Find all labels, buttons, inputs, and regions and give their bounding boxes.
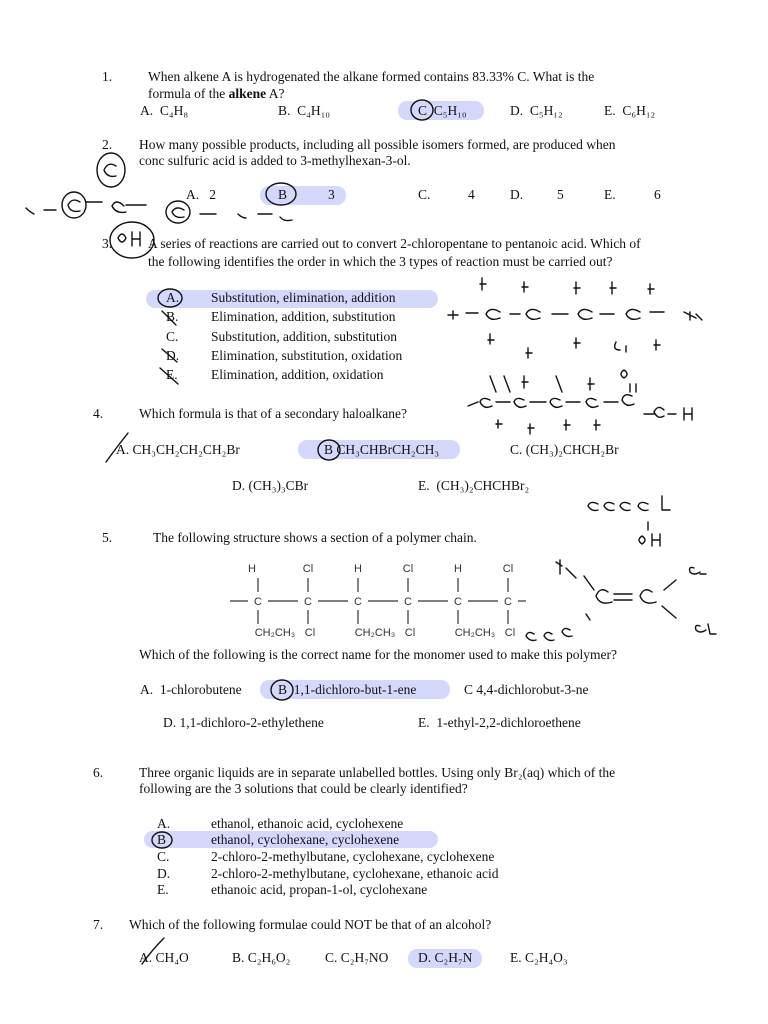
poly-c-1: C xyxy=(254,596,262,608)
option-e[interactable]: E. 1-ethyl-2,2-dichloroethene xyxy=(418,715,581,730)
option-b[interactable]: B. C₄H₁₀ xyxy=(278,103,331,118)
option-a[interactable]: A. 2 xyxy=(186,187,216,202)
option-e[interactable]: E. C₆H₁₂ xyxy=(604,103,656,118)
option-b[interactable]: B CH₃CHBrCH₂CH₃ xyxy=(324,442,440,457)
poly-bottom-1: CH₂CH₃ xyxy=(254,627,296,639)
poly-bottom-6: Cl xyxy=(504,627,516,639)
option-c-text[interactable]: 2-chloro-2-methylbutane, cyclohexane, cyclohexene xyxy=(211,849,495,864)
option-d-text[interactable]: Elimination, substitution, oxidation xyxy=(211,348,403,363)
option-d[interactable]: D. 1,1-dichloro-2-ethylethene xyxy=(163,715,324,730)
polymer-carbons xyxy=(254,596,512,608)
option-d-letter[interactable]: D. xyxy=(510,187,524,202)
poly-c-4: C xyxy=(404,596,412,608)
polymer-top-labels xyxy=(248,563,513,575)
question-text: Three organic liquids are in separate unlabelled bottles. Using only Br₂(aq) which of the xyxy=(139,765,616,780)
sketch-q2-c2 xyxy=(104,164,116,176)
sketch-ccccc xyxy=(588,496,670,511)
question-text: The following structure shows a section of a polymer chain. xyxy=(153,530,477,545)
sketch-q3-row2-bottom xyxy=(496,407,692,434)
option-c[interactable]: C. (CH₃)₂CHCH₂Br xyxy=(510,442,619,457)
option-c-text[interactable]: Substitution, addition, substitution xyxy=(211,329,398,344)
poly-top-4: Cl xyxy=(402,563,414,575)
poly-top-3: H xyxy=(354,563,362,575)
question-number: 7. xyxy=(93,917,104,932)
option-a[interactable]: A. CH₄O xyxy=(139,950,189,965)
poly-bottom-2: Cl xyxy=(304,627,316,639)
option-b-letter[interactable]: B. xyxy=(166,309,179,324)
sketch-q2-c4 xyxy=(172,208,184,218)
question-number: 1. xyxy=(102,69,113,84)
sketch-q2-ring2 xyxy=(97,153,125,187)
poly-top-6: Cl xyxy=(502,563,514,575)
option-c[interactable]: C 4,4-dichlorobut-3-ne xyxy=(464,682,589,697)
option-b-letter[interactable]: B xyxy=(278,187,288,202)
sketch-q3-mid-row xyxy=(448,309,702,320)
question-text: When alkene A is hydrogenated the alkane formed contains 83.33% C. What is the xyxy=(148,69,595,84)
question-text: How many possible products, including all possible isomers formed, are produced when xyxy=(139,137,616,152)
question-number: 3. xyxy=(102,236,113,251)
option-d-letter[interactable]: D. xyxy=(166,348,180,363)
polymer-structure xyxy=(226,556,526,646)
question-number: 2. xyxy=(102,137,113,152)
option-a-letter[interactable]: A. xyxy=(157,816,171,831)
poly-top-5: H xyxy=(454,563,462,575)
sketch-q3-bottom-row xyxy=(488,334,660,358)
question-number: 6. xyxy=(93,765,104,780)
option-e-text[interactable]: ethanoic acid, propan-1-ol, cyclohexane xyxy=(211,882,428,897)
option-a[interactable]: A. C₄H₈ xyxy=(140,103,189,118)
sketch-q3-top-row xyxy=(480,278,654,294)
option-b[interactable]: B 1,1-dichloro-but-1-ene xyxy=(278,682,417,697)
option-b-value[interactable]: 3 xyxy=(328,187,335,202)
sketch-q2-chain xyxy=(26,202,292,221)
sketch-q2-oh xyxy=(118,232,140,246)
question-text-line2: conc sulfuric acid is added to 3-methylhexan-3-ol. xyxy=(139,153,411,168)
question-prompt: Which of the following is the correct name for the monomer used to make this polymer? xyxy=(139,647,617,662)
option-d-letter[interactable]: D. xyxy=(157,866,171,881)
poly-bottom-5: CH₂CH₃ xyxy=(454,627,496,639)
option-e[interactable]: E. (CH₃)₂CHCHBr₂ xyxy=(418,478,530,493)
option-c-letter[interactable]: C. xyxy=(157,849,170,864)
option-e-letter[interactable]: E. xyxy=(157,882,169,897)
question-text-line2: the following identifies the order in which the 3 types of reaction must be carried out? xyxy=(148,254,613,269)
poly-c-6: C xyxy=(504,596,512,608)
question-text: A series of reactions are carried out to convert 2-chloropentane to pentanoic acid. Which of xyxy=(148,236,641,251)
question-number: 5. xyxy=(102,530,113,545)
sketch-q2-ring1 xyxy=(62,192,86,218)
sketch-q3-row2-top xyxy=(490,370,627,392)
poly-c-5: C xyxy=(454,596,462,608)
option-d-text[interactable]: 2-chloro-2-methylbutane, cyclohexane, ethanoic acid xyxy=(211,866,499,881)
option-c-letter[interactable]: C. xyxy=(166,329,179,344)
option-b-letter[interactable]: B xyxy=(157,832,167,847)
option-c[interactable]: C. C₂H₇NO xyxy=(325,950,389,965)
poly-top-1: H xyxy=(248,563,256,575)
option-d[interactable]: D. (CH₃)₃CBr xyxy=(232,478,309,493)
poly-c-2: C xyxy=(304,596,312,608)
sketch-q3-row2-mid xyxy=(468,384,636,407)
sketch-q5-monomer xyxy=(556,560,716,634)
option-c-value[interactable]: 4 xyxy=(468,187,475,202)
sketch-q2-c3 xyxy=(112,202,126,212)
option-d[interactable]: D. C₅H₁₂ xyxy=(510,103,563,118)
option-a-text[interactable]: ethanol, ethanoic acid, cyclohexene xyxy=(211,816,404,831)
question-text: Which of the following formulae could NOT be that of an alcohol? xyxy=(129,917,492,932)
option-d[interactable]: D. C₂H₇N xyxy=(418,950,473,965)
sketch-q2-c1 xyxy=(68,200,80,211)
poly-bottom-4: Cl xyxy=(404,627,416,639)
option-a[interactable]: A. 1-chlorobutene xyxy=(140,682,242,697)
option-b[interactable]: B. C₂H₆O₂ xyxy=(232,950,291,965)
option-e-letter[interactable]: E. xyxy=(166,367,178,382)
option-e-letter[interactable]: E. xyxy=(604,187,616,202)
option-a[interactable]: A. CH₃CH₂CH₂CH₂Br xyxy=(116,442,240,457)
poly-top-2: Cl xyxy=(302,563,314,575)
question-text-line2: following are the 3 solutions that could be clearly identified? xyxy=(139,781,468,796)
option-a-text[interactable]: Substitution, elimination, addition xyxy=(211,290,396,305)
option-c[interactable]: C C₅H₁₀ xyxy=(418,103,467,118)
question-number: 4. xyxy=(93,406,104,421)
sketch-oh xyxy=(639,522,660,546)
poly-c-3: C xyxy=(354,596,362,608)
poly-bottom-3: CH₂CH₃ xyxy=(354,627,396,639)
sketch-q2-ring3 xyxy=(166,201,190,223)
option-d-value[interactable]: 5 xyxy=(557,187,564,202)
question-text-line2: formula of the alkene A? xyxy=(148,86,285,101)
option-e[interactable]: E. C₂H₄O₃ xyxy=(510,950,568,965)
polymer-bonds xyxy=(230,578,526,624)
option-e-text[interactable]: Elimination, addition, oxidation xyxy=(211,367,384,382)
sketch-q5-cc xyxy=(526,614,590,641)
option-c-letter[interactable]: C. xyxy=(418,187,431,202)
option-e-value[interactable]: 6 xyxy=(654,187,661,202)
option-a-letter[interactable]: A. xyxy=(166,290,180,305)
option-b-text[interactable]: ethanol, cyclohexane, cyclohexene xyxy=(211,832,400,847)
question-text: Which formula is that of a secondary haloalkane? xyxy=(139,406,408,421)
polymer-bottom-labels xyxy=(255,627,515,639)
option-b-text[interactable]: Elimination, addition, substitution xyxy=(211,309,396,324)
